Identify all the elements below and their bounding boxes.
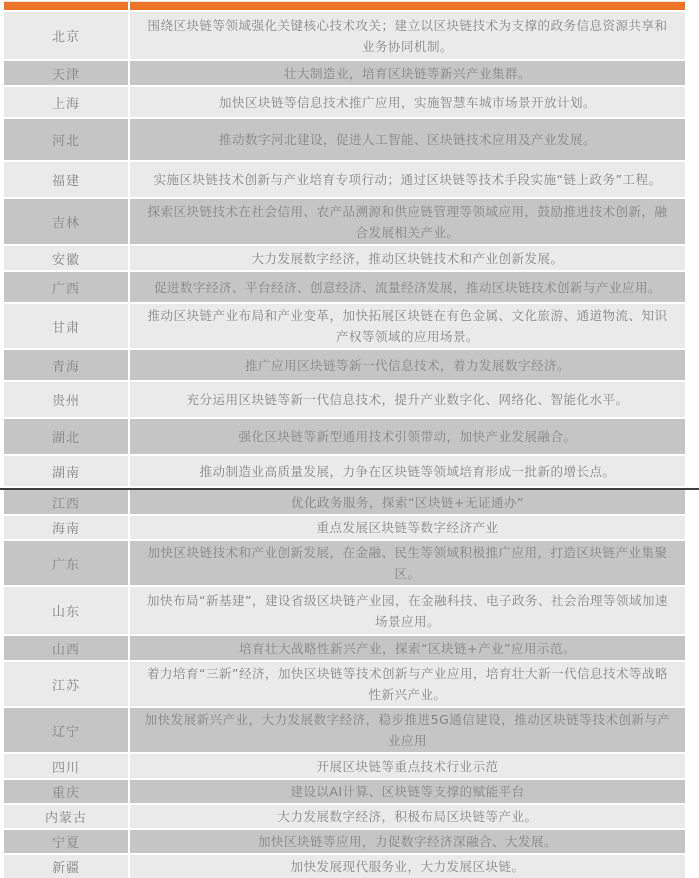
header-policy-column bbox=[130, 2, 685, 10]
table-row bbox=[4, 419, 685, 454]
policy-cell: 推动区块链产业布局和产业变革，加快拓展区块链在有色金属、文化旅游、通道物流、知识产权等领域的应用场景。 bbox=[130, 304, 685, 348]
policy-cell: 建设以AI计算、区块链等支撑的赋能平台 bbox=[130, 780, 685, 803]
table-row bbox=[4, 350, 685, 380]
table-row bbox=[4, 246, 685, 270]
table-row bbox=[4, 12, 685, 59]
policy-cell: 加快区块链等应用，力促数字经济深融合、大发展。 bbox=[130, 830, 685, 853]
table-row bbox=[4, 61, 685, 85]
policy-cell: 加快布局“新基建”，建设省级区块链产业园，在金融科技、电子政务、社会治理等领域加速场景应用。 bbox=[130, 587, 685, 634]
region-cell: 重庆 bbox=[4, 780, 128, 803]
table-row bbox=[4, 754, 685, 778]
region-cell: 宁夏 bbox=[4, 830, 128, 853]
policy-cell: 优化政务服务，探索“区块链+无证通办” bbox=[130, 490, 685, 514]
region-cell: 贵州 bbox=[4, 382, 128, 417]
table-row bbox=[4, 587, 685, 634]
region-cell: 北京 bbox=[4, 12, 128, 59]
table-row bbox=[4, 662, 685, 706]
region-cell: 吉林 bbox=[4, 199, 128, 244]
policy-cell: 推动数字河北建设，促进人工智能、区块链技术应用及产业发展。 bbox=[130, 119, 685, 160]
region-cell: 山西 bbox=[4, 636, 128, 660]
region-cell: 新疆 bbox=[4, 855, 128, 878]
table-row bbox=[4, 780, 685, 803]
table-row bbox=[4, 304, 685, 348]
table-row bbox=[4, 199, 685, 244]
region-cell: 湖南 bbox=[4, 456, 128, 486]
policy-cell: 壮大制造业，培育区块链等新兴产业集群。 bbox=[130, 61, 685, 85]
table-row bbox=[4, 805, 685, 828]
table-row bbox=[4, 490, 685, 514]
policy-cell: 实施区块链技术创新与产业培育专项行动；通过区块链等技术手段实施“链上政务”工程。 bbox=[130, 162, 685, 197]
policy-cell: 加快发展新兴产业，大力发展数字经济，稳步推进5G通信建设，推动区块链等技术创新与产业应用 bbox=[130, 708, 685, 752]
policy-cell: 加快区块链等信息技术推广应用，实施智慧车城市场景开放计划。 bbox=[130, 87, 685, 117]
policy-cell: 大力发展数字经济，积极布局区块链等产业。 bbox=[130, 805, 685, 828]
region-cell: 江苏 bbox=[4, 662, 128, 706]
table-row bbox=[4, 830, 685, 853]
table-row bbox=[4, 855, 685, 878]
policy-cell: 强化区块链等新型通用技术引领带动，加快产业发展融合。 bbox=[130, 419, 685, 454]
header-region-column bbox=[4, 2, 128, 10]
region-cell: 上海 bbox=[4, 87, 128, 117]
table-row bbox=[4, 636, 685, 660]
table-row bbox=[4, 708, 685, 752]
policy-cell: 开展区块链等重点技术行业示范 bbox=[130, 754, 685, 778]
region-cell: 江西 bbox=[4, 490, 128, 514]
policy-table-body bbox=[4, 12, 685, 878]
region-cell: 广东 bbox=[4, 541, 128, 585]
region-cell: 天津 bbox=[4, 61, 128, 85]
table-header-bar bbox=[4, 2, 685, 10]
table-row bbox=[4, 541, 685, 585]
policy-cell: 推广应用区块链等新一代信息技术，着力发展数字经济。 bbox=[130, 350, 685, 380]
table-row bbox=[4, 162, 685, 197]
region-cell: 辽宁 bbox=[4, 708, 128, 752]
table-row bbox=[4, 516, 685, 539]
region-cell: 山东 bbox=[4, 587, 128, 634]
policy-cell: 大力发展数字经济，推动区块链技术和产业创新发展。 bbox=[130, 246, 685, 270]
region-cell: 四川 bbox=[4, 754, 128, 778]
table-row bbox=[4, 119, 685, 160]
region-cell: 福建 bbox=[4, 162, 128, 197]
policy-cell: 探索区块链技术在社会信用、农产品溯源和供应链管理等领域应用，鼓励推进技术创新，融合发展相关产业。 bbox=[130, 199, 685, 244]
region-cell: 安徽 bbox=[4, 246, 128, 270]
region-cell: 广西 bbox=[4, 272, 128, 302]
policy-cell: 重点发展区块链等数字经济产业 bbox=[130, 516, 685, 539]
policy-cell: 充分运用区块链等新一代信息技术，提升产业数字化、网络化、智能化水平。 bbox=[130, 382, 685, 417]
region-cell: 海南 bbox=[4, 516, 128, 539]
policy-cell: 促进数字经济、平台经济、创意经济、流量经济发展，推动区块链技术创新与产业应用。 bbox=[130, 272, 685, 302]
table-row bbox=[4, 382, 685, 417]
policy-cell: 围绕区块链等领域强化关键核心技术攻关；建立以区块链技术为支撑的政务信息资源共享和业务协同机制。 bbox=[130, 12, 685, 59]
table-row bbox=[4, 272, 685, 302]
policy-cell: 培育壮大战略性新兴产业，探索“区块链+产业”应用示范。 bbox=[130, 636, 685, 660]
region-cell: 河北 bbox=[4, 119, 128, 160]
policy-cell: 加快发展现代服务业，大力发展区块链。 bbox=[130, 855, 685, 878]
policy-cell: 加快区块链技术和产业创新发展，在金融、民生等领域积极推广应用，打造区块链产业集聚区。 bbox=[130, 541, 685, 585]
region-cell: 甘肃 bbox=[4, 304, 128, 348]
table-row bbox=[4, 87, 685, 117]
region-cell: 青海 bbox=[4, 350, 128, 380]
region-cell: 内蒙古 bbox=[4, 805, 128, 828]
region-cell: 湖北 bbox=[4, 419, 128, 454]
policy-cell: 着力培育“三新”经济，加快区块链等技术创新与产业应用，培育壮大新一代信息技术等战略性新兴产业。 bbox=[130, 662, 685, 706]
table-row bbox=[4, 456, 685, 486]
policy-cell: 推动制造业高质量发展，力争在区块链等领域培育形成一批新的增长点。 bbox=[130, 456, 685, 486]
